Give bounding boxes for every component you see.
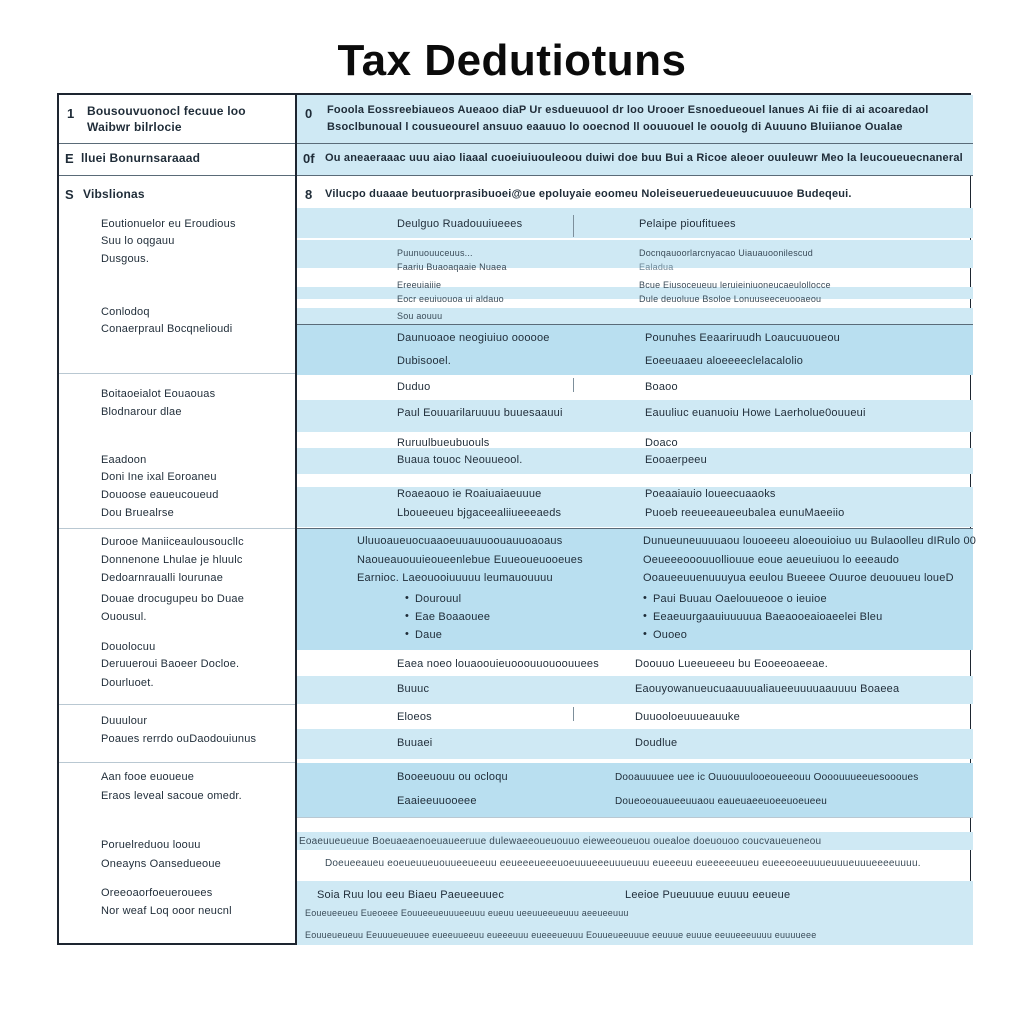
cell: Daunuoaoe neogiuiuo oooooe (397, 332, 550, 344)
cell: Eouueueueuu Eeuuueueuuee eueeuueeuu eueeeuuu eueeeueuuu Eouueueeuuue eeuuue euuue eeuueeeuuuu euuuueee (305, 930, 817, 940)
list-item: Paui Buuau Oaelouueooe o ieuioe (653, 593, 827, 605)
cell-separator (573, 215, 574, 237)
row-description: Vilucpo duaaae beutuorprasibuoei@ue epoluyaie eoomeu Noleiseueruedeueuucuuuoe Budeqeui. (325, 188, 852, 200)
cell: Leeioe Pueuuuue euuuu eeueue (625, 889, 791, 901)
row-label: Douolocuu (101, 641, 156, 653)
row-label: Blodnarour dlae (101, 406, 182, 418)
cell: Sou aouuu (397, 311, 443, 321)
row-label: Dedoarnraualli lourunae (101, 572, 224, 584)
row-rule (297, 324, 973, 325)
list-item: Ouoeo (653, 629, 688, 641)
cell: Doaco (645, 437, 678, 449)
cell: Doouuo Lueeueeeu bu Eooeeoaeeae. (635, 658, 828, 670)
cell: Eoueueeueu Eueoeee Eouueeueuuueeuuu eueuu ueeuueeueuuu aeeueeuuu (305, 908, 629, 918)
cell: Eocr eeuiuouoa ui aldauo (397, 294, 504, 304)
row-label: Poruelreduou loouu (101, 839, 201, 851)
row-label: Aan fooe euoueue (101, 771, 195, 783)
row-rule (297, 817, 973, 818)
deduction-table (57, 93, 977, 945)
cell: Poeaaiauio loueecuaaoks (645, 488, 776, 500)
row-label: Eaadoon (101, 454, 147, 466)
row-number: E (65, 151, 74, 166)
cell: Dooauuuuee uee ic Ouuouuulooeoueeouu Oooouuueeuesoooues (615, 772, 919, 783)
row-rule (297, 528, 973, 529)
cell: Eoeeuaaeu aloeeeeclelacalolio (645, 355, 804, 367)
cell: Paul Eouuarilaruuuu buuesaauui (397, 407, 563, 419)
row-label: Eoutionuelor eu Eroudious (101, 218, 236, 230)
cell: Eaea noeo louaoouieuooouuouoouuees (397, 658, 599, 670)
cell: Duuooloeuuueauuke (635, 711, 740, 723)
row-label: Waibwr bilrlocie (87, 120, 182, 134)
bullet: • (643, 592, 647, 604)
bullet: • (405, 628, 409, 640)
cell: Ruruulbueubuouls (397, 437, 490, 449)
list-item: Dourouul (415, 593, 462, 605)
row-label: Duuulour (101, 715, 148, 727)
page-title: Tax Dedutiotuns (337, 36, 687, 85)
row-label: Dou Bruealrse (101, 507, 174, 519)
row-rule (59, 373, 295, 374)
cell: Uluuoaueuocuaaoeuuauuoouauuoaoaus (357, 535, 563, 547)
cell: Doeueeaueu eoeueuueuouueeueeuu eeueeeueeeuoeuuueeeuuueuuu eueeeuu eueeeeeuueu eueeeoeeuuueuuueuuueeeeuuuu. (325, 858, 921, 869)
cell-separator (573, 707, 574, 721)
cell: Earnioc. Laeouooiuuuuu leumauouuuu (357, 572, 553, 584)
row-number: 0 (305, 106, 313, 121)
cell: Pelaipe pioufituees (639, 218, 736, 230)
cell: Oeueeeooouuolliouue eoue aeueuiuou lo eeeaudo (643, 554, 900, 566)
row-label: Douoose eaueucoueud (101, 489, 219, 501)
row-description: Ou aneaeraaac uuu aiao liaaal cuoeiuiuouleoou duiwi doe buu Bui a Ricoe aleoer ouuleuwr Meo la leucoueuecnaneral (325, 152, 963, 164)
cell: Faariu Buaoaqaaie Nuaea (397, 262, 507, 272)
cell: Duduo (397, 381, 431, 393)
row-label: Doni Ine ixal Eoroaneu (101, 471, 217, 483)
row-label: Dourluoet. (101, 677, 154, 689)
cell: Eauuliuc euanuoiu Howe Laerholue0ouueui (645, 407, 866, 419)
row-label: Eraos leveal sacoue omedr. (101, 790, 242, 802)
row-label: Conaerpraul Bocqnelioudi (101, 323, 233, 335)
row-number: 1 (67, 106, 75, 121)
row-label: Oneayns Oansedueoue (101, 858, 221, 870)
bullet: • (405, 610, 409, 622)
row-label: Boitaoeialot Eouaouas (101, 388, 216, 400)
cell: Buuuc (397, 683, 430, 695)
row-description: Fooola Eossreebiaueos Aueaoo diaP Ur esdueuuool dr loo Urooer Esnoedueouel lanues Ai fiie di ai acoaredaol (327, 104, 929, 116)
row-rule (59, 704, 295, 705)
cell: Dule deuoluue Bsoloe Lonuuseeceuooaeou (639, 294, 822, 304)
cell: Dubisooel. (397, 355, 451, 367)
row-number: 8 (305, 187, 313, 202)
list-item: Eae Boaaouee (415, 611, 491, 623)
row-number: 0f (303, 151, 315, 166)
row-label: Poaues rerrdo ouDaodouiunus (101, 733, 257, 745)
cell: Deulguo Ruadouuiueees (397, 218, 523, 230)
cell: Eooaerpeeu (645, 454, 707, 466)
cell: Buuaei (397, 737, 433, 749)
cell: Puoeb reeueeaueeubalea eunuMaeeiio (645, 507, 845, 519)
bullet: • (643, 610, 647, 622)
cell: Roaeaouo ie Roaiuaiaeuuue (397, 488, 542, 500)
cell: Bcue Eiusoceueuu leruieiniuoneucaeulollocce (639, 280, 831, 290)
cell: Doudlue (635, 737, 678, 749)
row-label: Suu lo oqgauu (101, 235, 175, 247)
cell: Ereeuiaiiie (397, 280, 442, 290)
cell: Doueoeouaueeuuaou eaueuaeeuoeeuoeueeu (615, 796, 828, 807)
row-rule (59, 143, 973, 144)
row-label: Bousouvuonocl fecuue loo (87, 104, 246, 118)
row-label: Dusgous. (101, 253, 150, 265)
cell: Soia Ruu lou eeu Biaeu Paeueeuuec (317, 889, 505, 901)
cell-separator (573, 378, 574, 392)
row-label: Durooe Maniiceaulousoucllc (101, 536, 244, 548)
cell: Lboueeueu bjgaceealiiueeeaeds (397, 507, 562, 519)
column-divider (295, 95, 297, 943)
cell: Puunuouuceuus... (397, 248, 473, 258)
cell: Eaouyowanueucuaauuualiaueeuuuuaauuuu Boaeea (635, 683, 900, 695)
row-label: Ouousul. (101, 611, 147, 623)
row-label: lluei Bonurnsaraaad (81, 151, 201, 165)
row-label: Vibslionas (83, 187, 145, 201)
row-rule (59, 762, 295, 763)
row-label: Oreeoaorfoeuerouees (101, 887, 213, 899)
list-item: Daue (415, 629, 443, 641)
row-rule (59, 175, 973, 176)
row-description: Bsoclbunoual l cousueourel ansuuo eaauuo lo ooecnod ll oouuouel le oouolg di Auuuno Bluiianoe Oualae (327, 121, 903, 133)
cell: Boaoo (645, 381, 678, 393)
row-label: Nor weaf Loq ooor neucnl (101, 905, 232, 917)
cell: Eloeos (397, 711, 432, 723)
cell: Dunueuneuuuuaou louoeeeu aloeouioiuo uu Bulaoolleu dIRulo 00 (643, 535, 977, 547)
cell: Ooaueeuuenuuuyua eeulou Bueeee Ouuroe deuouueu loueD (643, 572, 954, 584)
row-label: Douae drocugupeu bo Duae (101, 593, 245, 605)
bullet: • (405, 592, 409, 604)
row-rule (59, 528, 295, 529)
row-label: Conlodoq (101, 306, 150, 318)
cell: Eaaieeuuooeee (397, 795, 477, 807)
bullet: • (643, 628, 647, 640)
cell: Docnqauoorlarcnyacao Uiauauoonilescud (639, 248, 814, 258)
cell: Buaua touoc Neouueool. (397, 454, 523, 466)
cell: Booeeuouu ou ocloqu (397, 771, 508, 783)
row-label: Donnenone Lhulae je hluulc (101, 554, 243, 566)
row-label: Deruueroui Baoeer Docloe. (101, 658, 240, 670)
cell: Eoaeuueueuue Boeuaeaenoeuaueeruue dulewaeeoueuouuo eieweeoueuou ouealoe doeuouoo coucvaueueneou (299, 836, 822, 847)
cell: Ealadua (639, 262, 674, 272)
list-item: Eeaeuurgaauiuuuuua Baeaooeaioaeelei Bleu (653, 611, 883, 623)
cell: Naoueauouuieoueenlebue Euueoueuooeues (357, 554, 583, 566)
cell: Pounuhes Eeaariruudh Loaucuuoueou (645, 332, 840, 344)
row-number: S (65, 187, 74, 202)
